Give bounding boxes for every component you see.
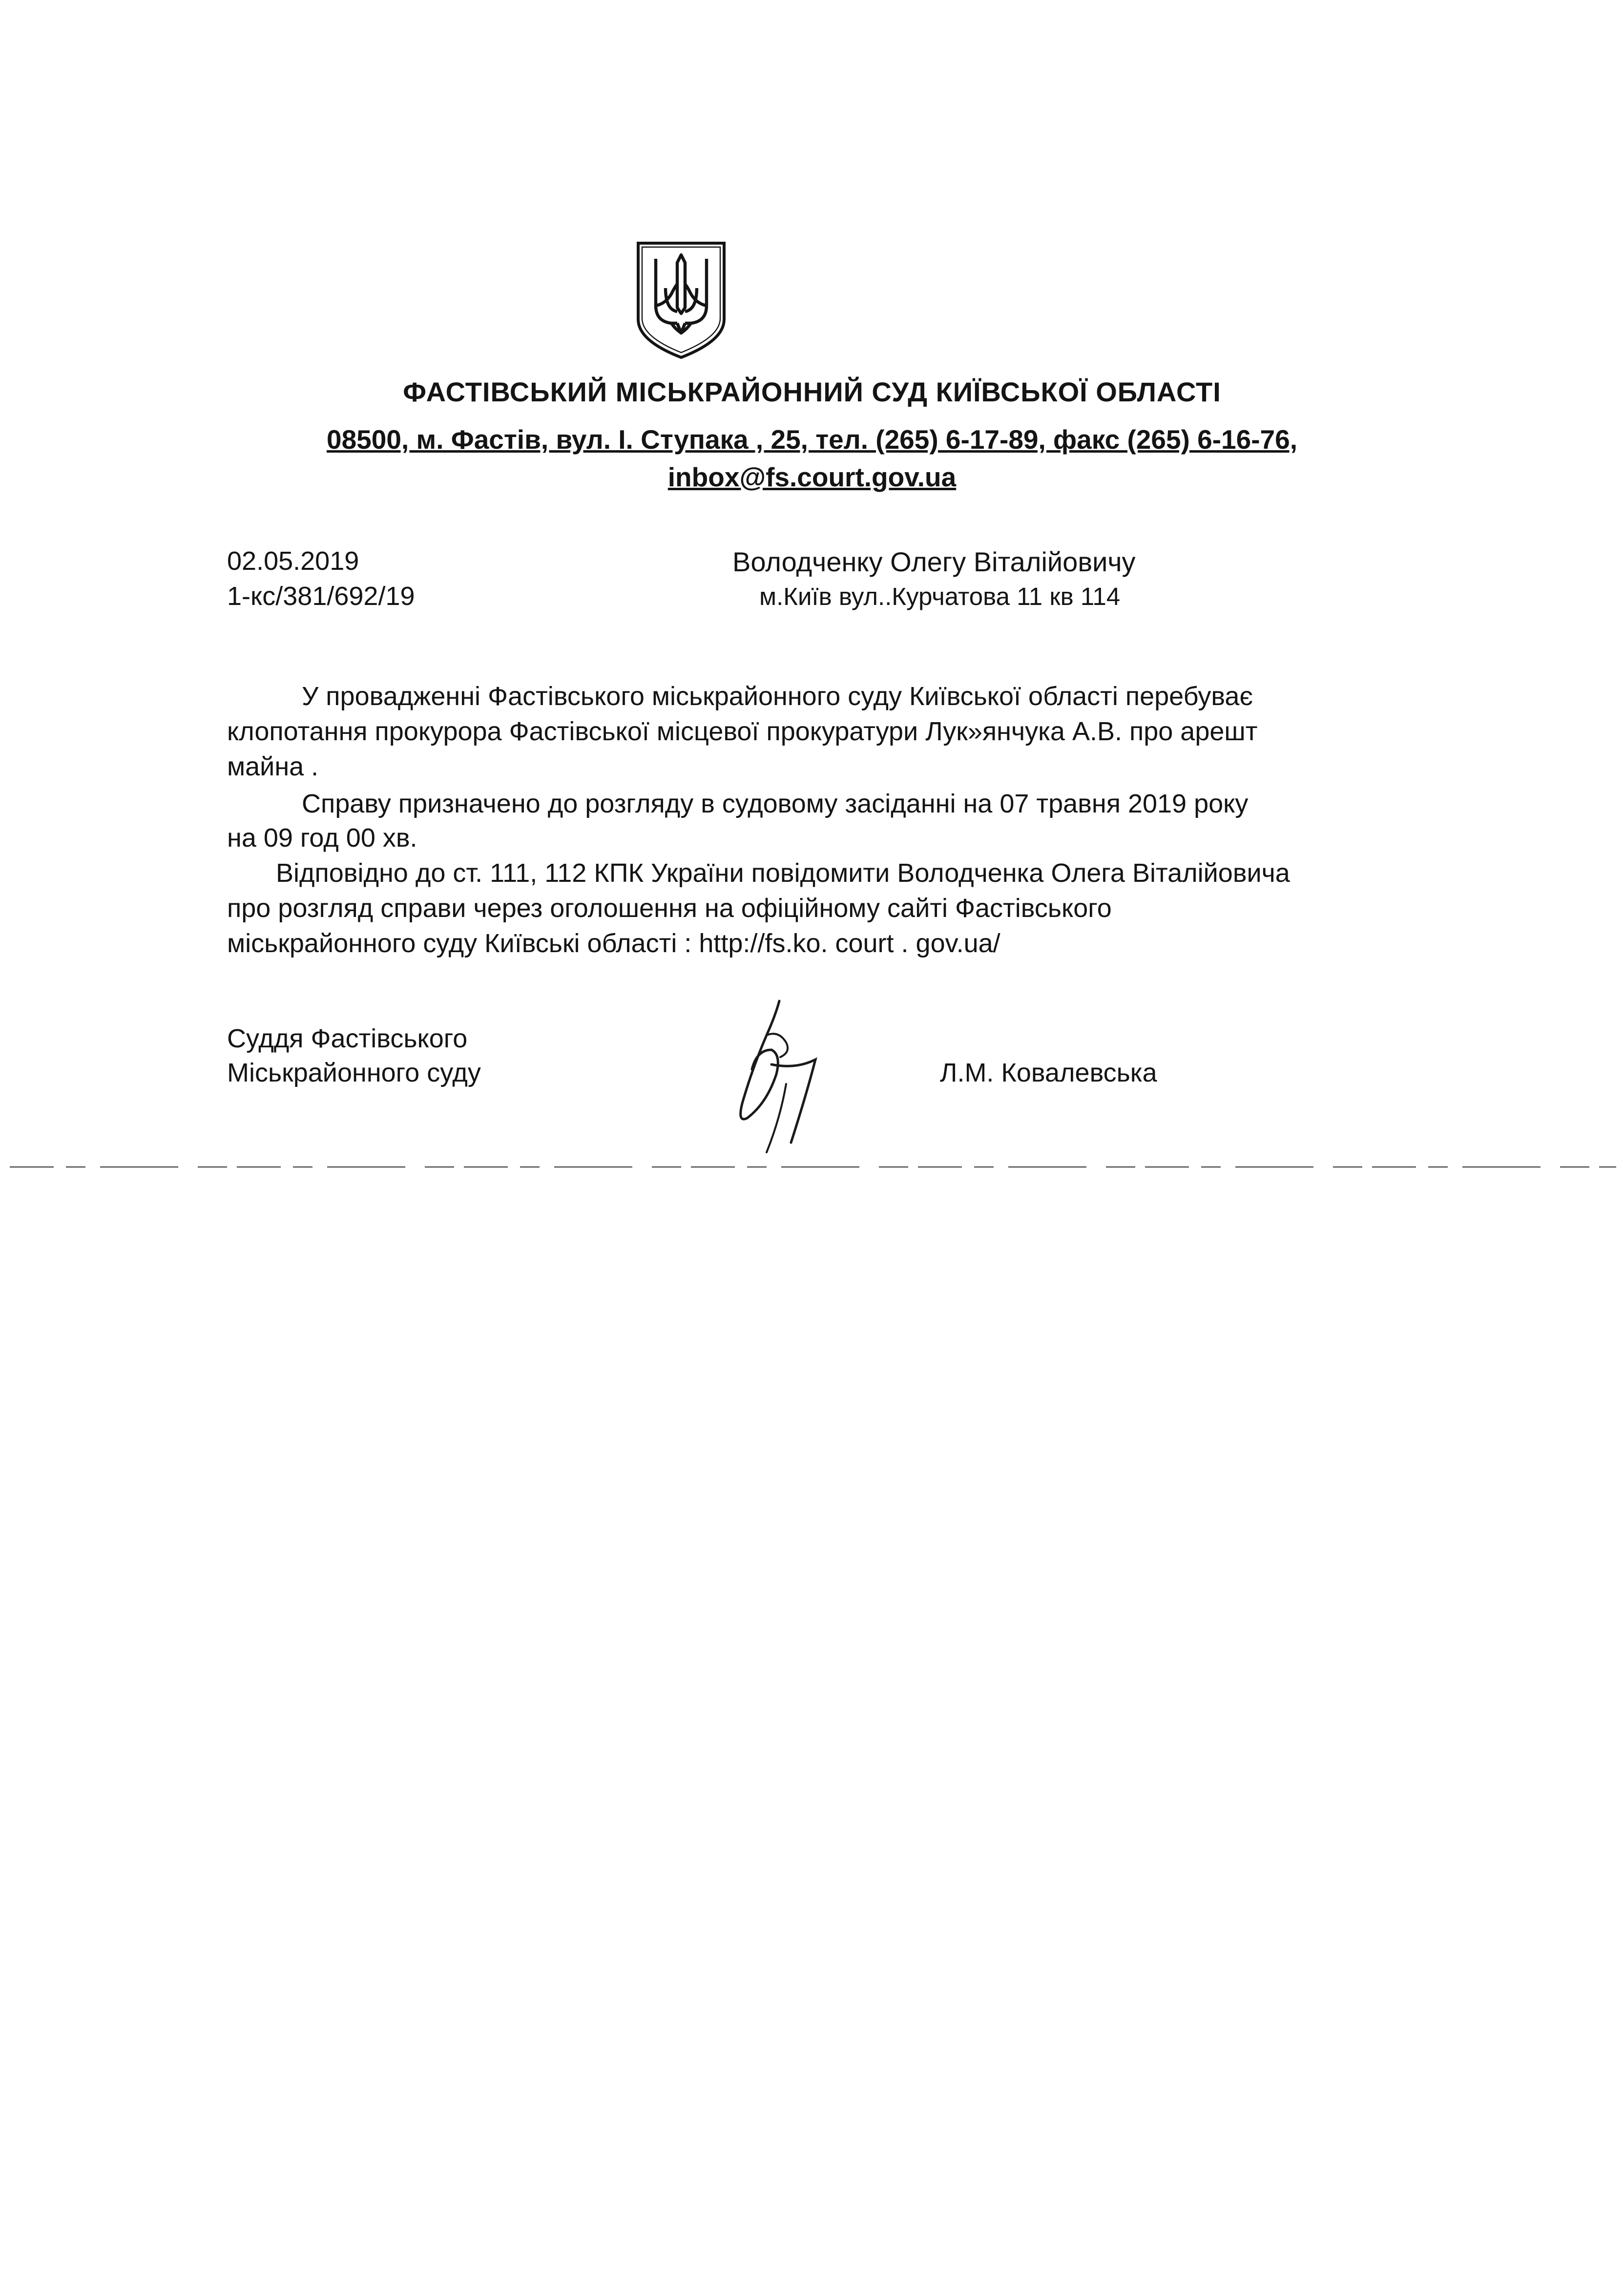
court-address: 08500, м. Фастів, вул. І. Ступака , 25, тел. (265) 6-17-89, факс (265) 6-16-76,	[327, 424, 1297, 455]
body-paragraph-3-line-2: про розгляд справи через оголошення на офіційному сайті Фастівського	[227, 894, 1112, 923]
document-date: 02.05.2019	[227, 546, 359, 576]
ukraine-trident-emblem-icon	[632, 239, 730, 361]
body-paragraph-2-line-2: на 09 год 00 хв.	[227, 823, 417, 853]
court-email-link[interactable]: inbox@fs.court.gov.ua	[667, 462, 957, 492]
signatory-title-line-1: Суддя Фастівського	[227, 1024, 468, 1053]
addressee-address: м.Київ вул..Курчатова 11 кв 114	[759, 583, 1121, 610]
body-paragraph-1-line-3: майна .	[227, 752, 319, 781]
judge-name: Л.М. Ковалевська	[940, 1058, 1157, 1087]
body-paragraph-3-line-3: міськрайонного суду Київські області : http://fs.ko. court . gov.ua/	[227, 929, 1000, 958]
body-paragraph-1-line-2: клопотання прокурора Фастівської місцевої прокуратури Лук»янчука А.В. про арешт	[227, 717, 1258, 746]
court-name: ФАСТІВСЬКИЙ МІСЬКРАЙОННИЙ СУД КИЇВСЬКОЇ ОБЛАСТІ	[403, 376, 1221, 407]
addressee-name: Володченку Олегу Віталійовичу	[732, 546, 1136, 577]
body-paragraph-1-line-1: У провадженні Фастівського міськрайонного суду Київської області перебуває	[302, 682, 1253, 711]
signatory-title-line-2: Міськрайонного суду	[227, 1058, 481, 1087]
case-reference: 1-кс/381/692/19	[227, 582, 415, 611]
body-paragraph-3-line-1: Відповідно до ст. 111, 112 КПК України повідомити Володченка Олега Віталійовича	[276, 858, 1290, 888]
handwritten-signature	[693, 996, 820, 1172]
body-paragraph-2-line-1: Справу призначено до розгляду в судовому засіданні на 07 травня 2019 року	[302, 789, 1249, 818]
scan-artifact-line	[0, 1162, 1624, 1172]
